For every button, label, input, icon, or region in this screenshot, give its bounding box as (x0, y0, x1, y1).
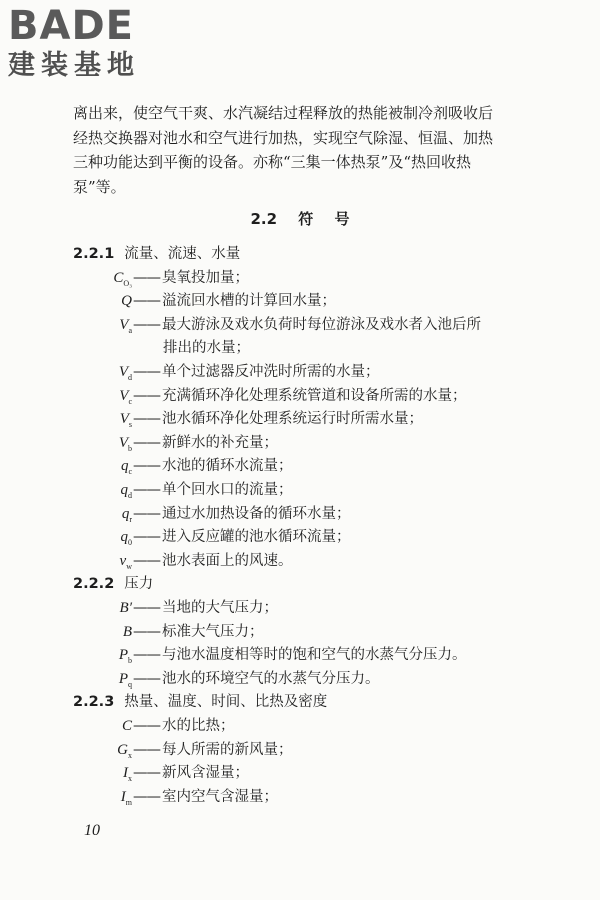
em-dash: —— (133, 434, 160, 451)
section-title-char: 符 (298, 210, 314, 228)
symbol-subscript: a (128, 325, 132, 335)
symbol-definition (80, 787, 278, 813)
em-dash: —— (133, 269, 160, 286)
subsection-heading (73, 244, 240, 264)
symbol-letter: P (118, 647, 128, 664)
intro-line: 经热交换器对池水和空气进行加热，实现空气除湿、恒温、加热 (73, 128, 494, 147)
em-dash: —— (133, 387, 160, 404)
symbol (80, 763, 132, 789)
subsection-title: 压力 (124, 576, 154, 593)
symbol-letter: q (121, 505, 130, 522)
symbol-letter: v (119, 552, 127, 569)
symbol-letter: q (120, 482, 128, 498)
symbol-description: 每人所需的新风量； (162, 741, 293, 758)
symbol (80, 598, 132, 624)
symbol-description: 池水表面上的风速。 (162, 552, 293, 569)
symbol-description: 充满循环净化处理系统管道和设备所需的水量； (162, 387, 467, 404)
em-dash: —— (133, 411, 160, 428)
subsection-number: 2.2.1 (73, 246, 115, 262)
subsection-heading (73, 692, 327, 712)
em-dash: —— (133, 364, 160, 380)
em-dash: —— (133, 552, 160, 569)
symbol-description: 溢流回水槽的计算回水量； (162, 293, 336, 310)
symbol-definition (80, 433, 278, 459)
symbol-definition (80, 386, 467, 412)
symbol (80, 740, 132, 766)
symbol-letter: q (120, 458, 129, 475)
symbol-definition (80, 645, 467, 671)
symbol-letter: I (120, 788, 126, 805)
em-dash: —— (133, 293, 160, 310)
symbol-description: 池水循环净化处理系统运行时所需水量； (162, 411, 423, 428)
page-number: 10 (84, 822, 100, 839)
symbol-subscript: q (128, 679, 132, 689)
em-dash: —— (133, 741, 160, 758)
em-dash: —— (133, 788, 160, 805)
symbol-description: 进入反应罐的池水循环流量； (162, 529, 351, 546)
intro-paragraph (73, 101, 493, 199)
em-dash: —— (133, 623, 160, 640)
symbol-subscript: b (128, 443, 132, 453)
symbol (80, 669, 132, 695)
symbol (80, 787, 132, 813)
symbol-subscript: x (128, 774, 132, 784)
symbol (80, 386, 132, 412)
symbol-definition (80, 268, 249, 294)
symbol-subscript: s (128, 420, 132, 430)
symbol-definition (80, 527, 351, 553)
section-title (0, 208, 600, 229)
symbol (80, 456, 132, 482)
symbol-subscript: c (128, 396, 132, 406)
section-title-char: 号 (334, 210, 350, 228)
em-dash: —— (133, 316, 160, 333)
symbol-letter: C (121, 718, 132, 734)
symbol (80, 409, 132, 435)
bade-logo (8, 4, 140, 82)
em-dash: —— (133, 529, 160, 546)
em-dash: —— (133, 505, 160, 522)
symbol-letter: B (122, 623, 132, 640)
symbol-definition (80, 551, 293, 577)
symbol (80, 268, 132, 294)
symbol-subscript: O₃ (123, 278, 132, 288)
logo-subtitle: 建装基地 (8, 50, 140, 81)
symbol-definition (80, 456, 293, 482)
symbol-subscript: c (128, 467, 132, 477)
symbol-description: 与池水温度相等时的饱和空气的水蒸气分压力。 (162, 647, 467, 664)
symbol-definition (80, 362, 380, 388)
symbol (80, 291, 132, 317)
symbol-letter: V (119, 387, 129, 404)
symbol-description: 水的比热； (162, 718, 235, 734)
symbol-subscript: x (128, 750, 132, 760)
symbol-definition (80, 740, 293, 766)
symbol-description: 通过水加热设备的循环水量； (162, 505, 351, 522)
symbol (80, 504, 132, 530)
section-number: 2.2 (250, 210, 278, 228)
symbol-letter: q (120, 529, 128, 546)
symbol-definition (80, 291, 336, 317)
intro-line: 离出来，使空气干爽、水汽凝结过程释放的热能被制冷剂吸收后 (73, 104, 494, 122)
symbol (80, 716, 132, 742)
symbol (80, 362, 132, 388)
symbol-subscript: w (126, 561, 132, 571)
symbol-subscript: b (128, 656, 132, 666)
symbol-letter: C (113, 269, 124, 286)
symbol-subscript: r (129, 514, 132, 524)
symbol-description: 臭氧投加量； (162, 269, 249, 286)
symbol-description: 标准大气压力； (162, 623, 264, 640)
symbol-description: 当地的大气压力； (162, 600, 278, 616)
symbol (80, 433, 132, 459)
symbol-letter: V (119, 411, 129, 428)
symbol-description: 池水的环境空气的水蒸气分压力。 (162, 670, 380, 687)
symbol-letter: I (123, 765, 128, 782)
em-dash: —— (133, 765, 160, 782)
symbol-definition (80, 480, 293, 506)
symbol-definition (80, 763, 249, 789)
em-dash: —— (133, 482, 160, 498)
symbol-description-continued: 排出的水量； (163, 340, 250, 357)
symbol (80, 315, 132, 341)
symbol-definition (80, 669, 380, 695)
subsection-title: 流量、流速、水量 (124, 246, 241, 262)
symbol-definition (80, 409, 423, 435)
symbol-subscript: 0 (128, 538, 132, 548)
em-dash: —— (133, 670, 160, 687)
intro-line: 泵”等。 (73, 177, 126, 196)
em-dash: —— (133, 600, 160, 616)
symbol (80, 622, 132, 648)
symbol-letter: G (117, 741, 128, 758)
symbol-letter: V (119, 316, 129, 333)
subsection-title: 热量、温度、时间、比热及密度 (124, 694, 328, 711)
symbol (80, 527, 132, 553)
symbol (80, 480, 132, 506)
symbol-subscript: d (128, 373, 132, 382)
subsection-number: 2.2.3 (73, 694, 115, 711)
intro-line: 三种功能达到平衡的设备。亦称“三集一体热泵”及“热回收热 (73, 153, 472, 171)
symbol-definition (80, 622, 264, 648)
symbol-subscript: m (125, 797, 132, 807)
symbol-definition (80, 716, 235, 742)
symbol-description: 室内空气含湿量； (162, 788, 278, 805)
symbol-description: 最大游泳及戏水负荷时每位游泳及戏水者入池后所 (162, 316, 481, 333)
symbol-description: 新风含湿量； (162, 765, 249, 782)
logo-wordmark: BADE (8, 3, 134, 49)
symbol (80, 551, 132, 577)
symbol-description: 新鲜水的补充量； (162, 434, 278, 451)
symbol-letter: P (118, 670, 128, 687)
symbol-description: 单个过滤器反冲洗时所需的水量； (162, 364, 380, 380)
symbol-letter: B′ (119, 600, 132, 616)
symbol (80, 645, 132, 671)
symbol-description: 水池的循环水流量； (162, 458, 293, 475)
symbol-definition (80, 598, 278, 624)
symbol-letter: V (118, 364, 128, 380)
symbol-letter: V (118, 434, 128, 451)
em-dash: —— (133, 647, 160, 664)
em-dash: —— (133, 458, 160, 475)
symbol-description: 单个回水口的流量； (162, 482, 293, 498)
symbol-definition (80, 315, 481, 341)
symbol-letter: Q (121, 293, 132, 310)
em-dash: —— (133, 718, 160, 734)
subsection-heading (73, 574, 153, 594)
symbol-subscript: d (128, 491, 132, 500)
symbol-definition (80, 504, 351, 530)
subsection-number: 2.2.2 (73, 576, 115, 593)
